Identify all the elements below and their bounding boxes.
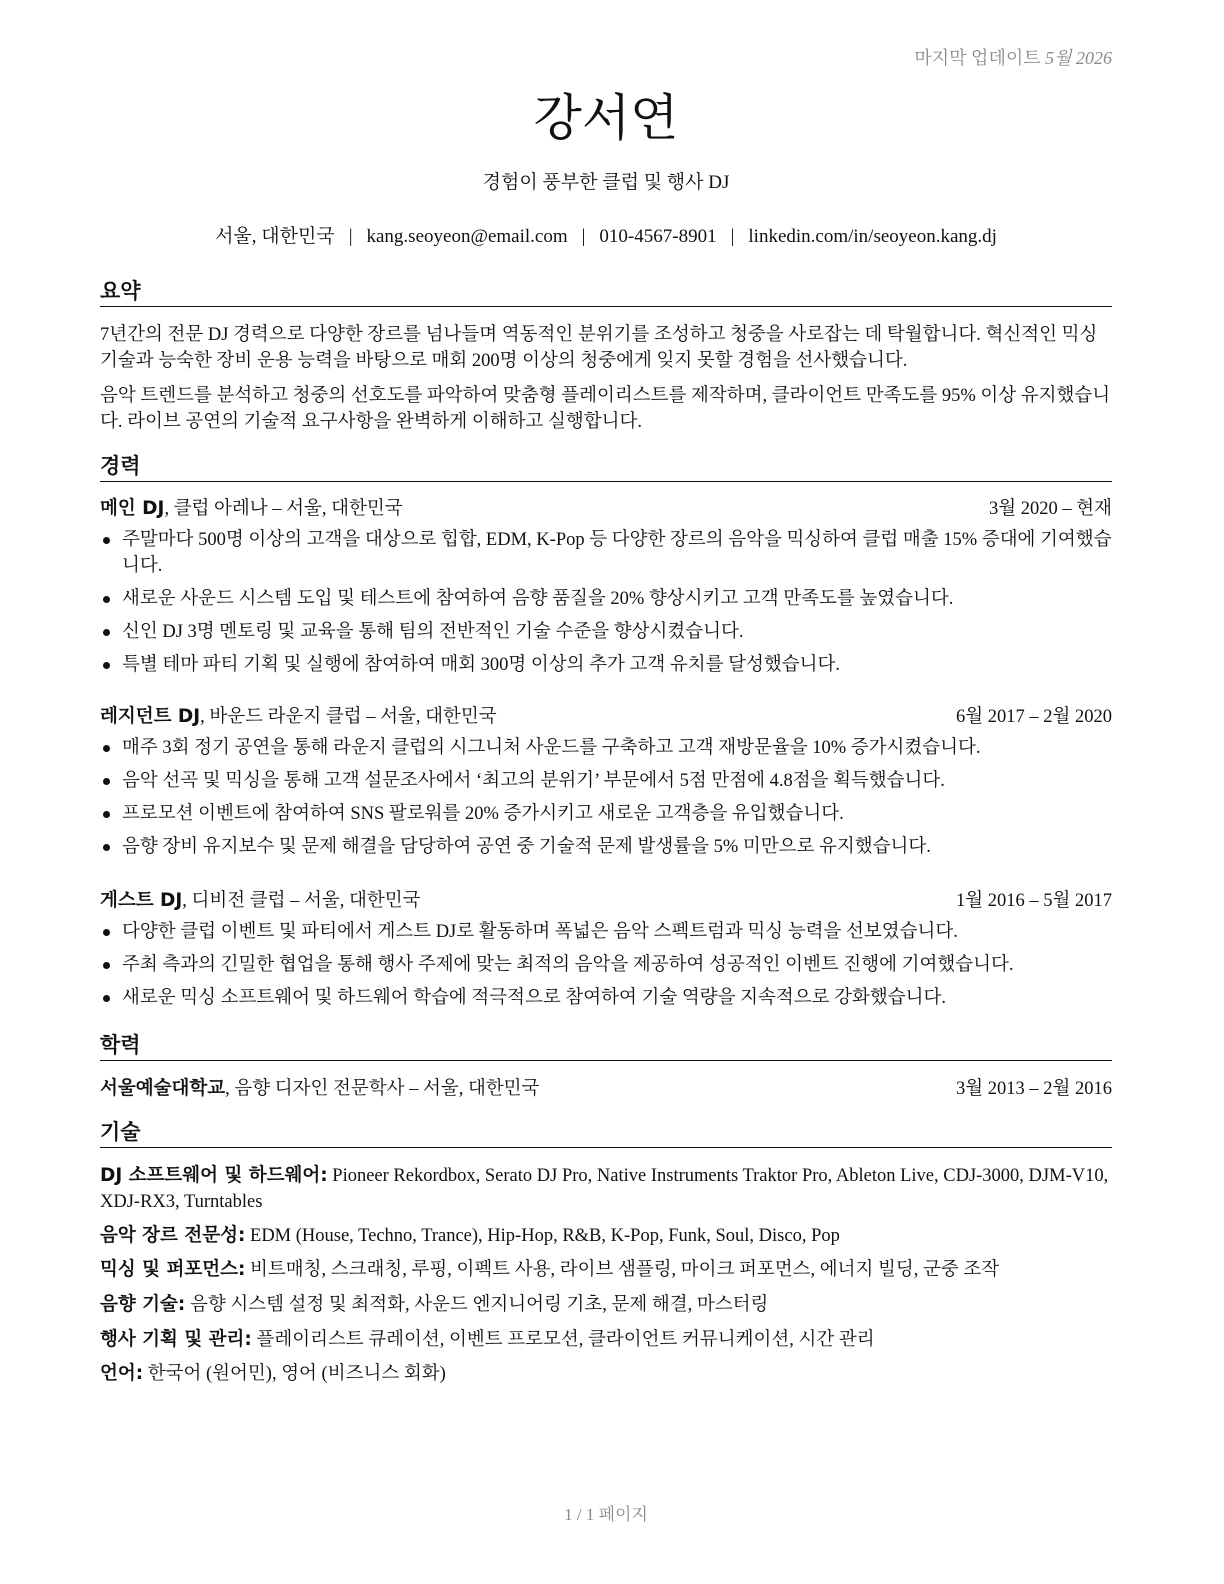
job-header <box>100 704 1112 730</box>
skill-row <box>100 1163 1112 1215</box>
skill-value: Pioneer Rekordbox, Serato DJ Pro, Native Instruments Traktor Pro, Ableton Live, CDJ-3000, DJM-V10, XDJ-RX3, Turntables <box>100 1166 1109 1212</box>
job-org: , 디비전 클럽 – 서울, 대한민국 <box>182 891 421 911</box>
skill-row <box>100 1223 1112 1249</box>
skill-value: 플레이리스트 큐레이션, 이벤트 프로모션, 클라이언트 커뮤니케이션, 시간 관리 <box>251 1330 875 1350</box>
contact-line <box>100 224 1112 250</box>
contact-separator: | <box>581 226 586 247</box>
job-bullets <box>100 919 1112 1018</box>
summary-paragraph-2: 음악 트렌드를 분석하고 청중의 선호도를 파악하여 맞춤형 플레이리스트를 제작하며, 클라이언트 만족도를 95% 이상 유지했습니다. 라이브 공연의 기술적 요구사항을 완벽하게 이해하고 실행합니다. <box>100 386 1111 432</box>
contact-separator: | <box>348 226 353 247</box>
skill-row <box>100 1361 1112 1387</box>
contact-location: 서울, 대한민국 <box>215 226 335 247</box>
job-org: , 클럽 아레나 – 서울, 대한민국 <box>164 499 403 519</box>
job-org: , 바운드 라운지 클럽 – 서울, 대한민국 <box>200 707 497 727</box>
job-role: 메인 DJ <box>100 498 165 519</box>
resume-page <box>100 0 1112 1584</box>
job-role: 레지던트 DJ <box>100 706 201 727</box>
skill-label: 행사 기획 및 관리: <box>100 1329 252 1350</box>
page-indicator: 1 / 1 페이지 <box>564 1505 648 1524</box>
last-updated-year: 2026 <box>1076 48 1112 68</box>
job-dates: 3월 2020 – 현재 <box>989 499 1112 519</box>
skill-label: 믹싱 및 퍼포먼스: <box>100 1259 246 1280</box>
last-updated-month: 5월 <box>1045 48 1072 68</box>
summary-paragraph-1: 7년간의 전문 DJ 경력으로 다양한 장르를 넘나들며 역동적인 분위기를 조성하고 청중을 사로잡는 데 탁월합니다. 혁신적인 믹싱 기술과 능숙한 장비 운용 능력을 바탕으로 매회 200명 이상의 청중에게 잊지 못할 경험을 선사했습니다. <box>100 325 1098 371</box>
candidate-tagline: 경험이 풍부한 클럽 및 행사 DJ <box>482 172 730 193</box>
skill-row <box>100 1257 1112 1283</box>
contact-separator: | <box>730 226 735 247</box>
job-bullet: 다양한 클럽 이벤트 및 파티에서 게스트 DJ로 활동하며 폭넓은 음악 스펙트럼과 믹싱 능력을 선보였습니다. <box>100 919 1112 945</box>
skill-value: 한국어 (원어민), 영어 (비즈니스 회화) <box>143 1364 446 1384</box>
contact-phone: 010-4567-8901 <box>599 226 717 247</box>
section-title-summary: 요약 <box>100 277 1112 307</box>
skill-row <box>100 1292 1112 1318</box>
skill-label: 언어: <box>100 1363 144 1384</box>
job-title-line <box>100 704 497 730</box>
contact-email[interactable]: kang.seoyeon@email.com <box>366 226 568 247</box>
skill-row <box>100 1327 1112 1353</box>
education-dates: 3월 2013 – 2월 2016 <box>956 1079 1112 1099</box>
job-bullets <box>100 527 1112 685</box>
job-header <box>100 496 1112 522</box>
job-role: 게스트 DJ <box>100 890 183 911</box>
job-bullet: 주말마다 500명 이상의 고객을 대상으로 힙합, EDM, K-Pop 등 다양한 장르의 음악을 믹싱하여 클럽 매출 15% 증대에 기여했습니다. <box>100 527 1112 579</box>
job-header <box>100 888 1112 914</box>
job-bullet: 음악 선곡 및 믹싱을 통해 고객 설문조사에서 ‘최고의 분위기’ 부문에서 5점 만점에 4.8점을 획득했습니다. <box>100 768 1112 794</box>
education-title-line <box>100 1076 539 1102</box>
contact-linkedin[interactable]: linkedin.com/in/seoyeon.kang.dj <box>748 226 997 247</box>
job-title-line <box>100 888 421 914</box>
skill-value: EDM (House, Techno, Trance), Hip-Hop, R&B, K-Pop, Funk, Soul, Disco, Pop <box>245 1226 840 1246</box>
section-title-experience: 경력 <box>100 452 1112 482</box>
job-dates: 1월 2016 – 5월 2017 <box>956 891 1112 911</box>
candidate-name: 강서연 <box>533 89 679 147</box>
education-detail: , 음향 디자인 전문학사 – 서울, 대한민국 <box>225 1079 540 1099</box>
skill-value: 비트매칭, 스크래칭, 루핑, 이펙트 사용, 라이브 샘플링, 마이크 퍼포먼스, 에너지 빌딩, 군중 조작 <box>245 1260 1000 1280</box>
education-school: 서울예술대학교 <box>100 1078 226 1099</box>
skill-value: 음향 시스템 설정 및 최적화, 사운드 엔지니어링 기초, 문제 해결, 마스터링 <box>185 1295 769 1315</box>
job-bullet: 음향 장비 유지보수 및 문제 해결을 담당하여 공연 중 기술적 문제 발생률을 5% 미만으로 유지했습니다. <box>100 834 1112 860</box>
last-updated-label: 마지막 업데이트 <box>914 48 1041 68</box>
job-title-line <box>100 496 403 522</box>
job-bullet: 매주 3회 정기 공연을 통해 라운지 클럽의 시그니처 사운드를 구축하고 고객 재방문율을 10% 증가시켰습니다. <box>100 735 1112 761</box>
section-title-skills: 기술 <box>100 1118 1112 1148</box>
job-bullet: 특별 테마 파티 기획 및 실행에 참여하여 매회 300명 이상의 추가 고객 유치를 달성했습니다. <box>100 652 1112 678</box>
job-bullet: 새로운 믹싱 소프트웨어 및 하드웨어 학습에 적극적으로 참여하여 기술 역량을 지속적으로 강화했습니다. <box>100 985 1112 1011</box>
job-bullet: 새로운 사운드 시스템 도입 및 테스트에 참여하여 음향 품질을 20% 향상시키고 고객 만족도를 높였습니다. <box>100 586 1112 612</box>
skill-label: DJ 소프트웨어 및 하드웨어: <box>100 1165 328 1186</box>
section-title-education: 학력 <box>100 1031 1112 1061</box>
job-bullet: 주최 측과의 긴밀한 협업을 통해 행사 주제에 맞는 최적의 음악을 제공하여 성공적인 이벤트 진행에 기여했습니다. <box>100 952 1112 978</box>
job-bullet: 신인 DJ 3명 멘토링 및 교육을 통해 팀의 전반적인 기술 수준을 향상시켰습니다. <box>100 619 1112 645</box>
job-bullet: 프로모션 이벤트에 참여하여 SNS 팔로워를 20% 증가시키고 새로운 고객층을 유입했습니다. <box>100 801 1112 827</box>
job-bullets <box>100 735 1112 867</box>
job-dates: 6월 2017 – 2월 2020 <box>956 707 1112 727</box>
skill-label: 음향 기술: <box>100 1294 186 1315</box>
skill-label: 음악 장르 전문성: <box>100 1225 246 1246</box>
last-updated <box>914 44 1112 70</box>
education-entry <box>100 1076 1112 1102</box>
